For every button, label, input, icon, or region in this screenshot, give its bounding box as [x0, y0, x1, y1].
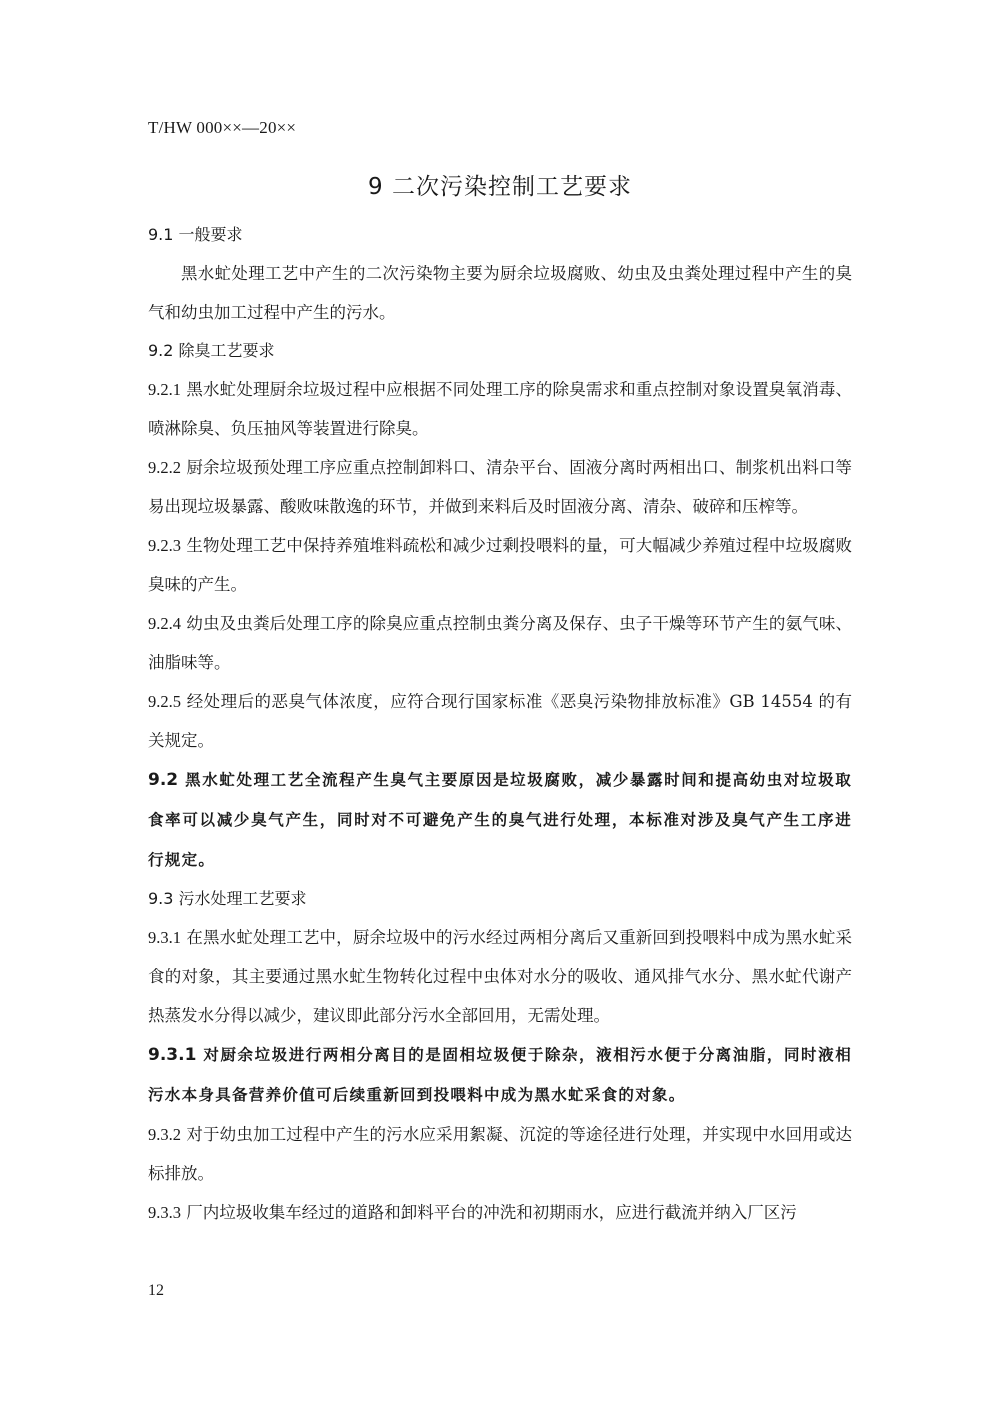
clause-9-2-4 — [148, 604, 852, 682]
clause-text: 厨余垃圾预处理工序应重点控制卸料口、清杂平台、固液分离时两相出口、制浆机出料口等易出现垃圾暴露、酸败味散逸的环节，并做到来料后及时固液分离、清杂、破碎和压榨等。 — [148, 458, 852, 516]
clause-number: 9.2.4 — [148, 614, 181, 633]
note-text: 对厨余垃圾进行两相分离目的是固相垃圾便于除杂，液相污水便于分离油脂，同时液相污水本身具备营养价值可后续重新回到投喂料中成为黑水虻采食的对象。 — [148, 1046, 853, 1104]
section-heading-9-2: 9.2 除臭工艺要求 — [148, 341, 275, 360]
note-text: 黑水虻处理工艺全流程产生臭气主要原因是垃圾腐败，减少暴露时间和提高幼虫对垃圾取食率可以减少臭气产生，同时对不可避免产生的臭气进行处理，本标准对涉及臭气产生工序进行规定。 — [148, 771, 853, 869]
note-number: 9.3.1 — [148, 1045, 197, 1065]
clause-number: 9.2.2 — [148, 458, 181, 477]
document-code-header: T/HW 000××—20×× — [148, 118, 297, 137]
clause-text: 对于幼虫加工过程中产生的污水应采用絮凝、沉淀的等途径进行处理，并实现中水回用或达标排放。 — [148, 1125, 852, 1183]
clause-text: 经处理后的恶臭气体浓度，应符合现行国家标准《恶臭污染物排放标准》GB 14554 的有关规定。 — [148, 692, 852, 750]
clause-9-2-2 — [148, 448, 852, 526]
paragraph-9-1: 黑水虻处理工艺中产生的二次污染物主要为厨余垃圾腐败、幼虫及虫粪处理过程中产生的臭气和幼虫加工过程中产生的污水。 — [148, 264, 852, 322]
explanation-note-9-3-1 — [148, 1035, 852, 1115]
clause-9-2-5 — [148, 682, 852, 760]
clause-text: 厂内垃圾收集车经过的道路和卸料平台的冲洗和初期雨水，应进行截流并纳入厂区污 — [186, 1203, 797, 1222]
body-content — [148, 216, 852, 1232]
clause-text: 黑水虻处理厨余垃圾过程中应根据不同处理工序的除臭需求和重点控制对象设置臭氧消毒、喷淋除臭、负压抽风等装置进行除臭。 — [148, 380, 852, 438]
clause-text: 幼虫及虫粪后处理工序的除臭应重点控制虫粪分离及保存、虫子干燥等环节产生的氨气味、油脂味等。 — [148, 614, 852, 672]
clause-9-3-2 — [148, 1115, 852, 1193]
clause-number: 9.2.5 — [148, 692, 181, 711]
clause-number: 9.3.3 — [148, 1203, 181, 1222]
clause-text: 生物处理工艺中保持养殖堆料疏松和减少过剩投喂料的量，可大幅减少养殖过程中垃圾腐败臭味的产生。 — [148, 536, 852, 594]
clause-number: 9.3.2 — [148, 1125, 181, 1144]
clause-text: 在黑水虻处理工艺中，厨余垃圾中的污水经过两相分离后又重新回到投喂料中成为黑水虻采食的对象，其主要通过黑水虻生物转化过程中虫体对水分的吸收、通风排气水分、黑水虻代谢产热蒸发水分得以减少，建议即此部分污水全部回用，无需处理。 — [148, 928, 852, 1025]
section-heading-9-3: 9.3 污水处理工艺要求 — [148, 889, 307, 908]
clause-9-3-1 — [148, 918, 852, 1035]
clause-number: 9.2.1 — [148, 380, 181, 399]
clause-9-2-3 — [148, 526, 852, 604]
section-heading-9-1: 9.1 一般要求 — [148, 225, 243, 244]
page-number: 12 — [148, 1282, 164, 1299]
explanation-note-9-2 — [148, 760, 852, 880]
note-number: 9.2 — [148, 770, 179, 790]
chapter-title: 9 二次污染控制工艺要求 — [368, 174, 632, 200]
clause-9-2-1 — [148, 370, 852, 448]
clause-number: 9.3.1 — [148, 928, 181, 947]
clause-9-3-3 — [148, 1193, 852, 1232]
clause-number: 9.2.3 — [148, 536, 181, 555]
